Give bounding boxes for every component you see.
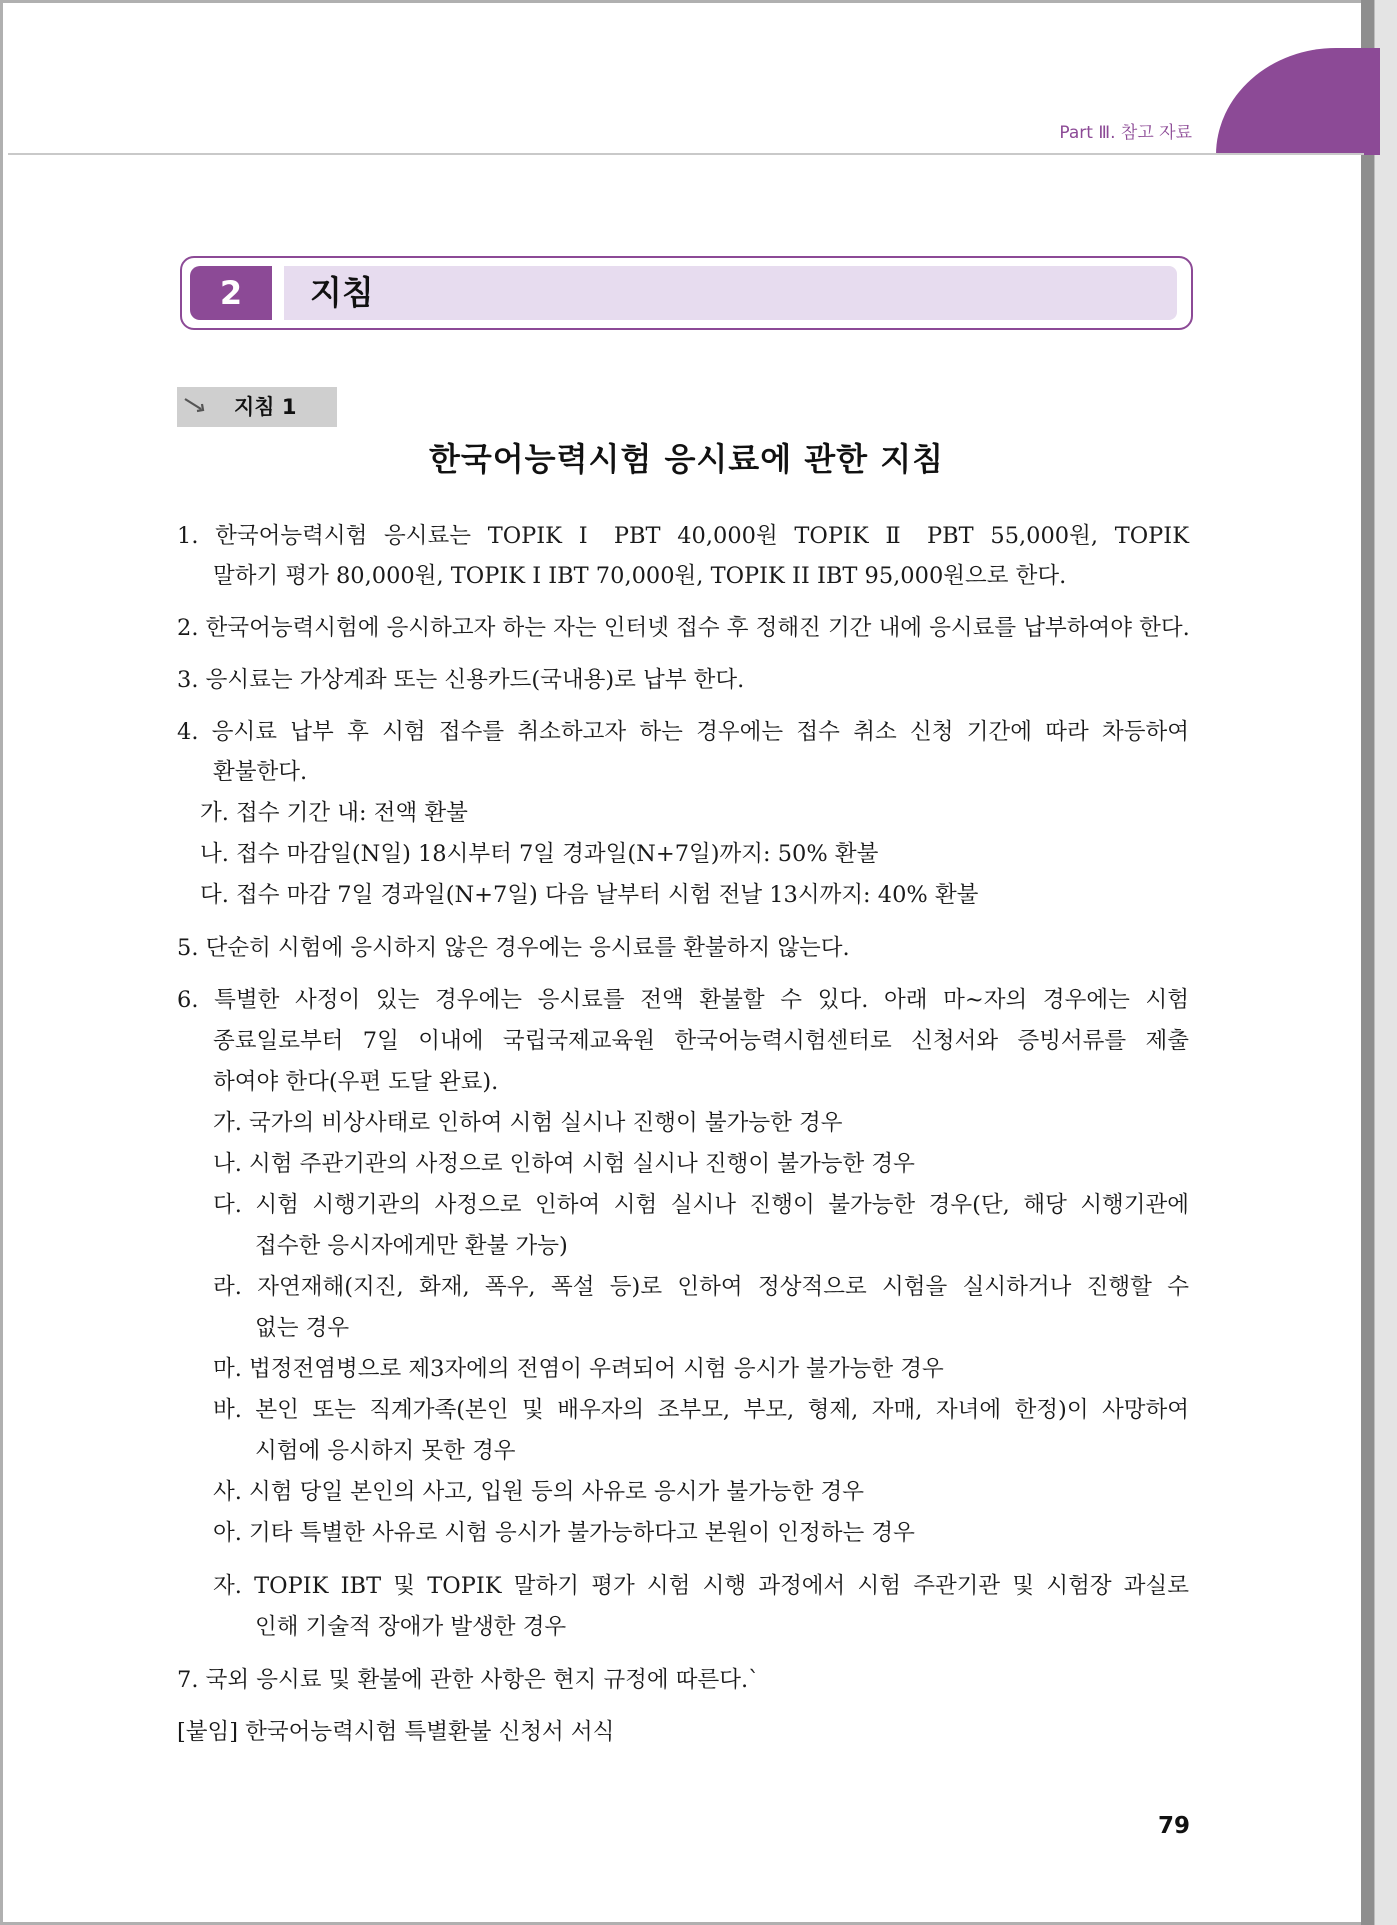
item-6-sub-da-line-2: 접수한 응시자에게만 환불 가능) [255, 1233, 568, 1259]
page-edge-top [0, 0, 1397, 3]
item-6-line-3: 하여야 한다(우편 도달 완료). [213, 1069, 499, 1095]
item-6-sub-ja-line-1: 자. TOPIK IBT 및 TOPIK 말하기 평가 시험 시행 과정에서 시험 주관기관 및 시험장 과실로 [213, 1573, 1189, 1599]
item-6-line-2: 종료일로부터 7일 이내에 국립국제교육원 한국어능력시험센터로 신청서와 증빙서류를 제출 [213, 1028, 1189, 1054]
item-1-line-1: 1. 한국어능력시험 응시료는 TOPIK Ⅰ PBT 40,000원 TOPIK Ⅱ PBT 55,000원, TOPIK [177, 523, 1189, 549]
item-2: 2. 한국어능력시험에 응시하고자 하는 자는 인터넷 접수 후 정해진 기간 내에 응시료를 납부하여야 한다. [177, 615, 1190, 641]
section-heading [180, 256, 1193, 330]
item-4-sub-ga: 가. 접수 기간 내: 전액 환불 [200, 800, 468, 826]
item-6-sub-ga: 가. 국가의 비상사태로 인하여 시험 실시나 진행이 불가능한 경우 [213, 1110, 843, 1136]
page-edge-left [0, 0, 3, 1925]
item-6-sub-aa: 아. 기타 특별한 사유로 시험 응시가 불가능하다고 본원이 인정하는 경우 [213, 1520, 915, 1546]
item-1-line-2: 말하기 평가 80,000원, TOPIK I IBT 70,000원, TOPIK II IBT 95,000원으로 한다. [213, 563, 1067, 589]
item-4-sub-da: 다. 접수 마감 7일 경과일(N+7일) 다음 날부터 시험 전날 13시까지: 40% 환불 [200, 882, 979, 908]
item-6-sub-ba-line-2: 시험에 응시하지 못한 경우 [255, 1438, 516, 1464]
badge-label: 지침 1 [234, 395, 297, 419]
section-number: 2 [190, 266, 272, 320]
item-6-sub-sa: 사. 시험 당일 본인의 사고, 입원 등의 사유로 응시가 불가능한 경우 [213, 1479, 864, 1505]
page-number: 79 [1157, 1813, 1190, 1839]
item-6-sub-ra-line-1: 라. 자연재해(지진, 화재, 폭우, 폭설 등)로 인하여 정상적으로 시험을 실시하거나 진행할 수 [213, 1274, 1189, 1300]
item-6-line-1: 6. 특별한 사정이 있는 경우에는 응시료를 전액 환불할 수 있다. 아래 마~자의 경우에는 시험 [177, 987, 1189, 1013]
item-7: 7. 국외 응시료 및 환불에 관한 사항은 현지 규정에 따른다.` [177, 1667, 760, 1693]
item-5: 5. 단순히 시험에 응시하지 않은 경우에는 응시료를 환불하지 않는다. [177, 935, 850, 961]
section-title: 지침 [310, 273, 374, 312]
item-6-sub-da-line-1: 다. 시험 시행기관의 사정으로 인하여 시험 실시나 진행이 불가능한 경우(단, 해당 시행기관에 [213, 1192, 1189, 1218]
item-6-sub-ba-line-1: 바. 본인 또는 직계가족(본인 및 배우자의 조부모, 부모, 형제, 자매, 자녀에 한정)이 사망하여 [213, 1397, 1189, 1423]
item-6-sub-ra-line-2: 없는 경우 [255, 1315, 350, 1341]
item-6-sub-ja-line-2: 인해 기술적 장애가 발생한 경우 [255, 1614, 567, 1640]
header-corner-tab [1216, 48, 1380, 155]
item-4-line-2: 환불한다. [213, 759, 308, 785]
page-edge-right [1374, 0, 1397, 1925]
header-rule [8, 153, 1364, 155]
item-6-sub-ma: 마. 법정전염병으로 제3자에의 전염이 우려되어 시험 응시가 불가능한 경우 [213, 1356, 944, 1382]
guideline-badge [177, 387, 337, 427]
item-4-sub-na: 나. 접수 마감일(N일) 18시부터 7일 경과일(N+7일)까지: 50% 환불 [200, 841, 879, 867]
page-binding-shadow [1361, 0, 1375, 1925]
document-title: 한국어능력시험 응시료에 관한 지침 [428, 440, 945, 478]
item-4-line-1: 4. 응시료 납부 후 시험 접수를 취소하고자 하는 경우에는 접수 취소 신청 기간에 따라 차등하여 [177, 719, 1189, 745]
item-6-sub-na: 나. 시험 주관기관의 사정으로 인하여 시험 실시나 진행이 불가능한 경우 [213, 1151, 915, 1177]
section-title-bar [284, 266, 1177, 320]
arrow-down-right-icon [183, 395, 209, 415]
running-header: Part Ⅲ. 참고 자료 [1059, 123, 1192, 143]
attachment-note: [붙임] 한국어능력시험 특별환불 신청서 서식 [177, 1719, 615, 1745]
item-3: 3. 응시료는 가상계좌 또는 신용카드(국내용)로 납부 한다. [177, 667, 745, 693]
